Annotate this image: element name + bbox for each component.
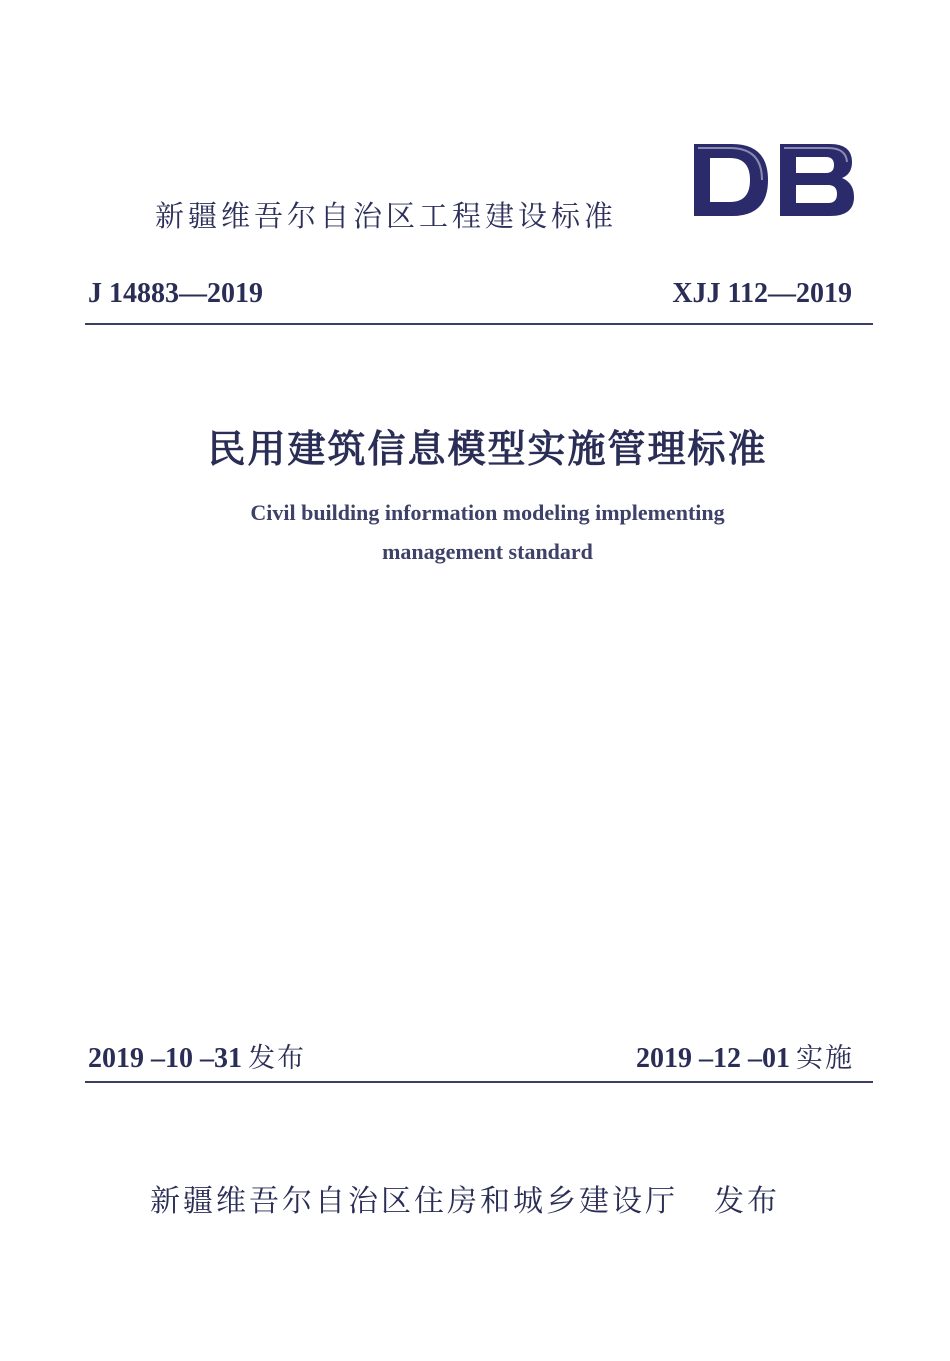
standard-series-label: 新疆维吾尔自治区工程建设标准 [155, 199, 618, 233]
top-divider [85, 323, 873, 325]
issue-date-block [88, 1036, 306, 1075]
title-chinese: 民用建筑信息模型实施管理标准 [207, 426, 768, 471]
title-english-line2: management standard [382, 539, 593, 564]
db-logo-letter-d [694, 144, 768, 216]
issue-date: 2019 –10 –31 [88, 1043, 242, 1074]
db-logo-letter-b [780, 144, 854, 216]
record-number: J 14883—2019 [88, 278, 263, 309]
effective-date: 2019 –12 –01 [636, 1043, 790, 1074]
bottom-divider [85, 1081, 873, 1083]
issue-label: 发布 [248, 1043, 306, 1074]
publisher-action: 发布 [714, 1184, 780, 1219]
standard-number: XJJ 112—2019 [672, 278, 852, 309]
publisher-line [150, 1176, 780, 1220]
db-logo [692, 140, 857, 220]
effective-date-block [636, 1036, 854, 1075]
effective-label: 实施 [796, 1043, 854, 1074]
publisher-name: 新疆维吾尔自治区住房和城乡建设厅 [150, 1184, 678, 1219]
title-english-line1: Civil building information modeling implementing [250, 500, 725, 525]
